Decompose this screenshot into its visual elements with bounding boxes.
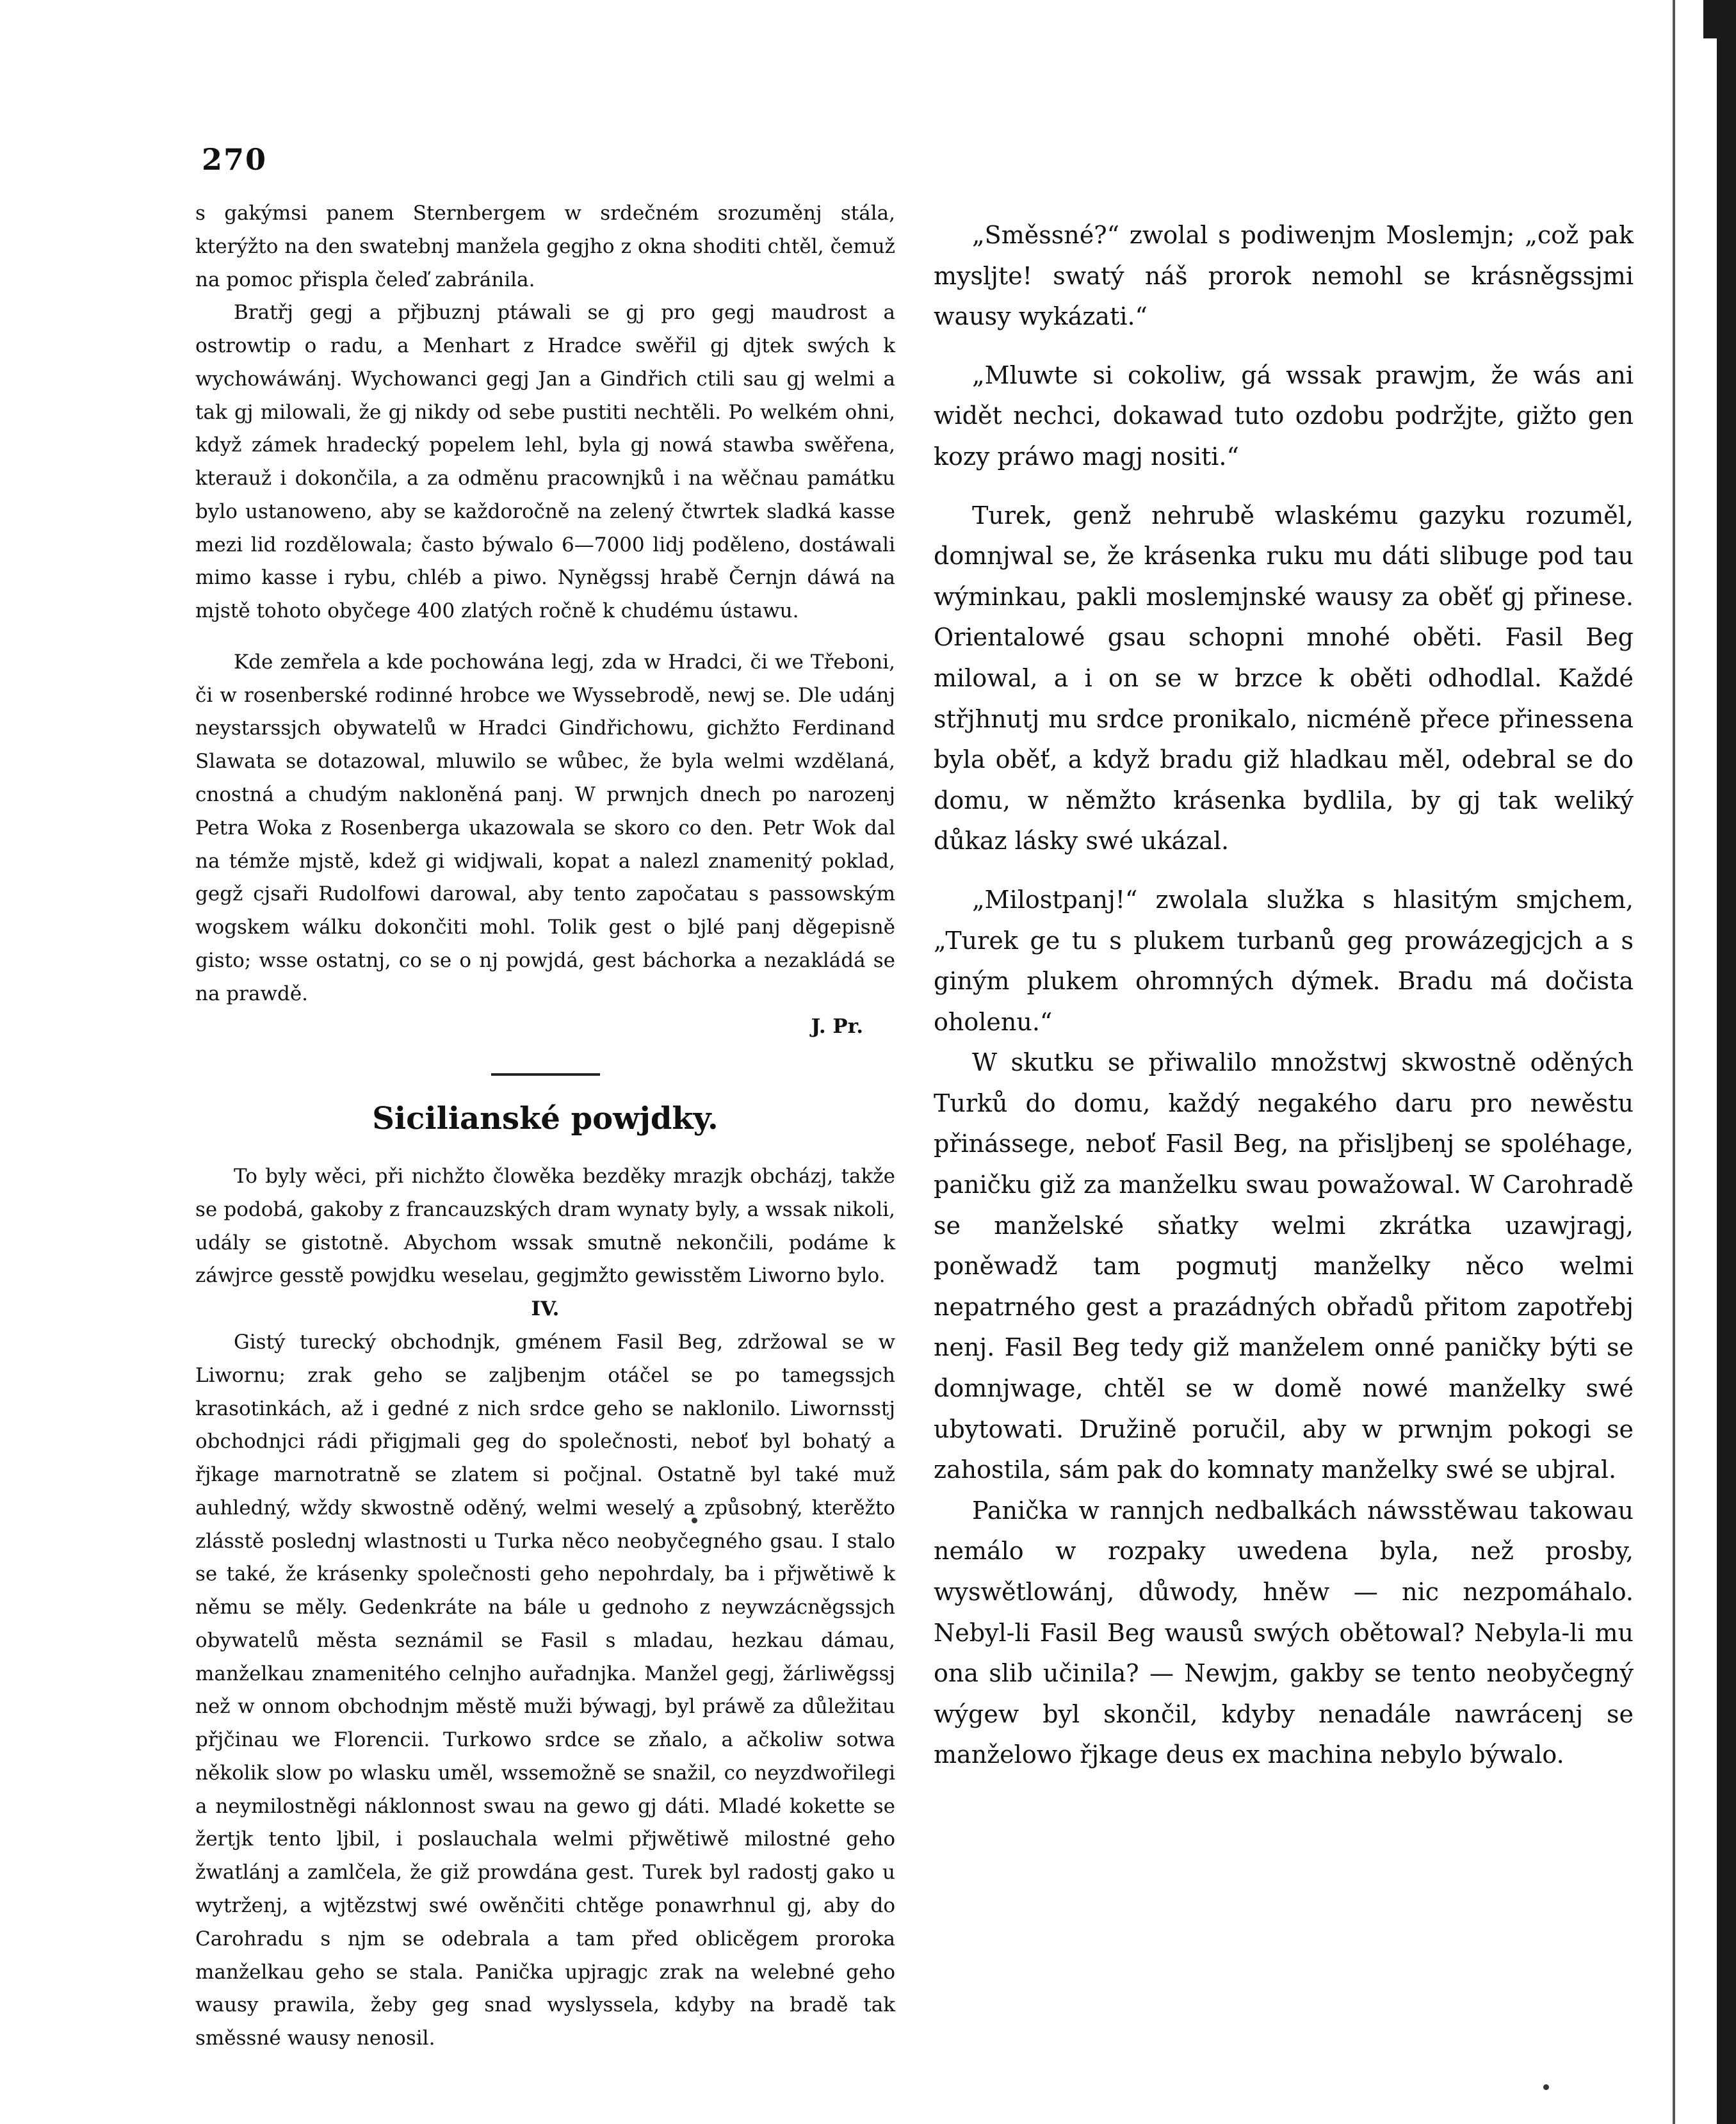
paragraph: „Mluwte si cokoliw, gá wssak prawjm, že wás ani widět nechci, dokawad tuto ozdobu podržjte, gižto gen kozy práwo magj nositi.“ xyxy=(934,361,1634,471)
paragraph: „Směssné?“ zwolal s podiwenjm Moslemjn; „což pak mysljte! swatý náš prorok nemohl se krásněgssjmi wausy wykázati.“ xyxy=(934,221,1634,331)
paragraph: To byly wěci, při nichžto člowěka bezděky mrazjk obcházj, takže se podobá, gakoby z francauzských dram wynaty byly, a wssak nikoli, udály se gistotně. Abychom wssak smutně nekončili, podáme k záwjrce gesstě powjdku weselau, gegjmžto gewisstěm Liworno bylo. xyxy=(195,1165,895,1288)
paragraph: W skutku se přiwalilo množstwj skwostně oděných Turků do domu, každý negakého daru pro newěstu přinássege, neboť Fasil Beg, na přisljbenj se spoléhage, paničku giž za manželku swau powažowal. W Carohradě se manželské sňatky welmi zkrátka uzawjragj, poněwadž tam pogmutj manželky něco welmi nepatrného gest a prazádných obřadů přitom zapotřebj nenj. Fasil Beg tedy giž manželem onné paničky býti se domnjwage, chtěl se w domě nowé manželky swé ubytowati. Družině poručil, aby w prwnjm pokogi se zahostila, sám pak do komnaty manželky swé se ubjral. xyxy=(934,1048,1634,1484)
scan-speck xyxy=(1543,2084,1549,2090)
paragraph: Bratřj gegj a přjbuznj ptáwali se gj pro gegj maudrost a ostrowtip o radu, a Menhart z Hradce swěřil gj djtek swých k wychowáwánj. Wychowanci gegj Jan a Gindřich ctili sau gj welmi a tak gj milowali, že gj nikdy od sebe pustiti nechtěli. Po welkém ohni, když zámek hradecký popelem lehl, byla gj nowá stawba swěřena, kterauž i dokončila, a za odměnu pracownjků i na wěčnau památku bylo ustanoweno, aby se každoročně na zelený čtwrtek sladká kasse mezi lid rozdělowala; často býwalo 6—7000 lidj poděleno, dostáwali mimo kasse i rybu, chléb a piwo. Nyněgssj hrabě Černjn dáwá na mjstě tohoto obyčege 400 zlatých ročně k chudému ústawu. xyxy=(195,301,895,623)
scan-border-right xyxy=(1717,0,1736,2124)
author-signature: J. Pr. xyxy=(811,1015,863,1039)
right-column xyxy=(934,197,1634,1776)
paragraph: „Milostpanj!“ zwolala služka s hlasitým smjchem, „Turek ge tu s plukem turbanů geg prowázegjcjch a s giným plukem ohromných dýmek. Bradu má dočista oholenu.“ xyxy=(934,885,1634,1036)
section-divider xyxy=(491,1073,600,1076)
section-title: Sicilianské powjdky. xyxy=(372,1101,718,1137)
left-column xyxy=(195,197,895,2055)
paragraph-continued: Gistý turecký obchodnjk, gménem Fasil Beg, zdržowal se w Liwornu; zrak geho se zaljbenjm otáčel se po tamegssjch krasotinkách, až i gedné z nich srdce geho se naklonilo. Liwornsstj obchodnjci rádi přigjmali geg do společnosti, neboť byl bohatý a řjkage marnotratně se zlatem si počjnal. Ostatně byl také muž auhledný, wždy skwostně oděný, welmi weselý a způsobný, kterěžto zlásstě poslednj wlastnosti u Turka něco neobyčegného gsau. I stalo se také, že krásenky společnosti geho nepohrdaly, ba i přjwětiwě k němu se měly. Gedenkráte na bále u gednoho z neywzácněgssjch obywatelů města seznámil se Fasil s mladau, hezkau dámau, manželkau znamenitého celnjho auřadnjka. Manžel gegj, žárliwěgssj než w onnom obchodnjm městě muži býwagj, byl práwě za důležitau přjčinau we Florencii. Turkowo srdce se zňalo, a ačkoliw sotwa několik slow po wlasku uměl, wssemožně se snažil, co neyzdwořilegi a neymilostněgi náklonnost swau na gewo gj dáti. Mladé kokette se žertjk tento ljbil, i poslauchala welmi přjwětiwě milostné geho žwatlánj a zamlčela, že giž prowdána gest. Turek byl radostj gako u wytrženj, a wjtězstwj swé owěnčiti chtěge ponawrhnul gj, aby do Carohradu s njm se odebrala a tam před oblicěgem proroka manželkau geho se stala. Panička upjragjc zrak na welebné geho wausy prawila, žeby geg snad wyslyssela, kdyby na bradě tak směssné wausy nenosil. xyxy=(195,1330,895,2050)
scan-edge-line xyxy=(1673,0,1675,2124)
page-number: 270 xyxy=(202,142,268,177)
paragraph: Turek, genž nehrubě wlaskému gazyku rozuměl, domnjwal se, že krásenka ruku mu dáti slibuge pod tau wýminkau, pakli moslemjnské wausy za oběť gj přinese. Orientalowé gsau schopni mnohé oběti. Fasil Beg milowal, a i on se w brzce k oběti odhodlal. Každé střjhnutj mu srdce pronikalo, nicméně přece přinessena byla oběť, a když bradu giž hladkau měl, odebral se do domu, w němžto krásenka bydlila, by gj tak weliký důkaz lásky swé ukázal. xyxy=(934,501,1634,855)
paragraph: Kde zemřela a kde pochowána legj, zda w Hradci, či we Třeboni, či w rosenberské rodinné hrobce we Wyssebrodě, newj se. Dle udánj neystarssjch obywatelů w Hradci Gindřichowu, gichžto Ferdinand Slawata se dotazowal, mluwilo se wůbec, že byla welmi wzdělaná, cnostná a chudým nakloněná panj. W prwnjch dnech po narozenj Petra Woka z Rosenberga ukazowala se skoro co den. Petr Wok dal na témže mjstě, kdež gi widjwali, kopat a nalezl znamenitý poklad, gegž cjsaři Rudolfowi darowal, aby tento započatau s passowským wogskem wálku dokončiti mohl. Tolik gest o bjlé panj děgepisně gisto; wsse ostatnj, co se o nj powjdá, gest báchorka a nezakládá se na prawdě. xyxy=(195,650,895,1005)
paragraph: s gakýmsi panem Sternbergem w srdečném srozuměnj stála, kterýžto na den swatebnj manžela gegjho z okna shoditi chtěl, čemuž na pomoc přispla čeleď zabránila. xyxy=(195,202,895,291)
paragraph: Panička w rannjch nedbalkách náwsstěwau takowau nemálo w rozpaky uwedena byla, než prosby, wyswětlowánj, důwody, hněw — nic nezpomáhalo. Nebyl-li Fasil Beg wausů swých obětowal? Nebyla-li mu ona slib učinila? — Newjm, gakby se tento neobyčegný wýgew byl skončil, kdyby nenadále nawrácenj se manželowo řjkage deus ex machina nebylo býwalo. xyxy=(934,1496,1634,1769)
chapter-number: IV. xyxy=(531,1297,560,1321)
scan-border-corner xyxy=(1703,0,1736,38)
